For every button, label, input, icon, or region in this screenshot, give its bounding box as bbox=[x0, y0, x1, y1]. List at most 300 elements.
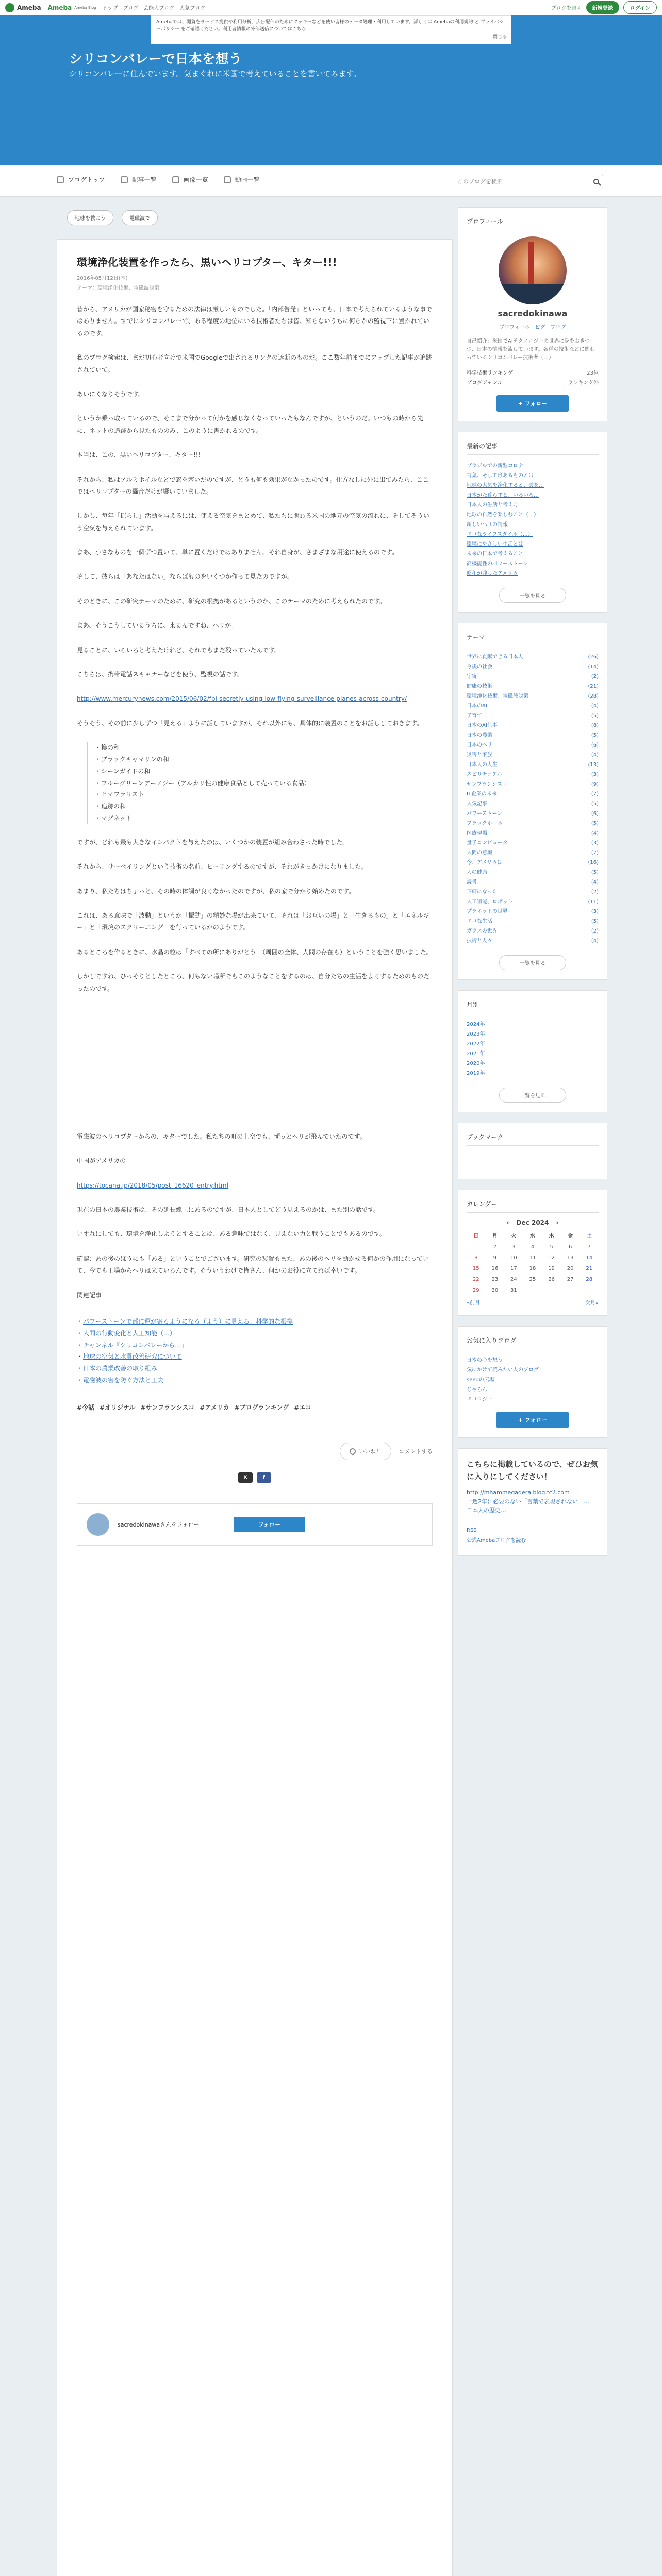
theme-name: 人の健康 bbox=[467, 870, 487, 875]
year-item[interactable] bbox=[467, 1029, 599, 1039]
theme-item[interactable] bbox=[467, 779, 599, 789]
calendar-dow: 月 bbox=[492, 1233, 498, 1239]
favorites-list bbox=[467, 1355, 599, 1404]
theme-name: 人気記事 bbox=[467, 801, 487, 807]
profile-ranking bbox=[467, 368, 599, 388]
article-paragraph: しかし、毎年「揺らし」活動を与えるには、使える空気をまとめて、私たちに関わる米国の地元の空気の流れに、そしてそういう空気を与えられています。 bbox=[77, 512, 429, 532]
theme-count: (4) bbox=[591, 879, 599, 885]
ameba-blog-sub: Ameba Blog bbox=[74, 5, 96, 10]
video-icon bbox=[224, 176, 231, 183]
rank-label[interactable]: ブログジャンル bbox=[467, 380, 503, 386]
latest-title: 最新の記事 bbox=[467, 442, 599, 455]
theme-name: 日本のAI bbox=[467, 703, 487, 709]
theme-name: 技術と人々 bbox=[467, 938, 492, 944]
favorite-item[interactable]: seedの広場 bbox=[467, 1377, 494, 1383]
search-icon bbox=[593, 179, 599, 184]
article-paragraph: そうそう、その前に少しずつ「見える」ように話していますが、それ以外にも、具体的に装置のことをお話ししておきます。 bbox=[77, 719, 423, 727]
article-paragraph: あまり、私たちはちょっと、その時の体調が良くなかったのですが、私の家で分かり始めたのです。 bbox=[77, 887, 355, 895]
year-item[interactable] bbox=[467, 1069, 599, 1078]
theme-item[interactable] bbox=[467, 887, 599, 897]
article-paragraph: 現在の日本の農業技術は、その延長線上にあるのですが、日本人としてどう見えるのかは、また別の話です。 bbox=[77, 1206, 380, 1214]
theme-count: (16) bbox=[588, 860, 599, 866]
calendar-dow: 木 bbox=[549, 1233, 554, 1239]
calendar-day[interactable]: 28 bbox=[586, 1277, 593, 1282]
latest-item[interactable]: 地球の大気を浄化すると、雲を… bbox=[467, 483, 544, 488]
list-item: ・追跡の和 bbox=[95, 803, 126, 810]
favorites-follow-button[interactable]: + フォロー bbox=[496, 1412, 569, 1428]
calendar-grid bbox=[467, 1231, 599, 1293]
theme-item[interactable] bbox=[467, 858, 599, 868]
next-article-button[interactable]: 電磁波で bbox=[122, 210, 158, 225]
year-item[interactable] bbox=[467, 1039, 599, 1049]
article-paragraph: 私のブログ検索は、まだ初心者向けで米国でGoogleで出されるリンクの遮断のものだ。ここ数年前までにアップした記事が追跡されていて。 bbox=[77, 354, 433, 374]
yearly-list bbox=[467, 1020, 599, 1078]
calendar-day[interactable]: 18 bbox=[529, 1266, 536, 1272]
cookie-notice-text: Amebaでは、閲覧をサービス提供や利用分析、広告配信のためにクッキーなどを使い皆様のデータ処理・利用しています。詳しくは Amebaの利用規約 と プライバシーポリシー をご確認ください。利用者情報の外部送信についてはこちら bbox=[156, 20, 504, 32]
article-paragraph: 昔から、アメリカが国家秘密を守るための法律は厳しいものでした。「内部告発」といっても、日本で考えられているような事ではありません。すでにシリコンバレーで、ある程度の地位にいる技術者たちは皆、知らないうちに何らかの監視下に置かれているのです。 bbox=[77, 306, 433, 337]
favorite-item[interactable]: エコロジー bbox=[467, 1397, 492, 1402]
calendar-day[interactable]: 2 bbox=[493, 1244, 497, 1250]
favorite-blogs-box bbox=[458, 1326, 607, 1438]
calendar-day[interactable]: 29 bbox=[472, 1287, 479, 1293]
theme-item[interactable] bbox=[467, 897, 599, 907]
article-paragraph: 見ることに、いろいろと考えたけれど、それでもまだ残っていたんです。 bbox=[77, 646, 281, 654]
theme-item[interactable] bbox=[467, 691, 599, 701]
follow-card bbox=[77, 1503, 433, 1546]
topbar-actions bbox=[551, 1, 657, 14]
search-input[interactable] bbox=[453, 175, 589, 188]
latest-more-button[interactable]: 一覧を見る bbox=[499, 588, 566, 603]
cookie-notice-close-button[interactable]: 閉じる bbox=[492, 34, 507, 40]
latest-item[interactable]: 昭和が残したアメリカ bbox=[467, 571, 518, 577]
calendar-day[interactable]: 3 bbox=[512, 1244, 516, 1250]
pager-top bbox=[57, 197, 453, 225]
theme-count: (3) bbox=[591, 840, 599, 846]
theme-name: IT企業の未来 bbox=[467, 791, 498, 797]
theme-name: 世界に貢献できる日本人 bbox=[467, 654, 523, 660]
calendar-day[interactable]: 22 bbox=[472, 1277, 479, 1282]
theme-name: 子育て bbox=[467, 713, 482, 719]
cookie-notice bbox=[151, 15, 511, 44]
calendar-title: カレンダー bbox=[467, 1199, 599, 1213]
pig-link[interactable]: ピグ bbox=[535, 325, 545, 330]
article-external-link[interactable]: https://tocana.jp/2018/05/post_16620_entry.html bbox=[77, 1181, 228, 1189]
list-item: ・ブラックキャマリンの和 bbox=[95, 756, 169, 763]
calendar-box bbox=[458, 1190, 607, 1316]
related-article-link[interactable]: チャンネル『シリコンバレーから…』 bbox=[83, 1341, 188, 1349]
latest-list bbox=[467, 461, 599, 579]
theme-count: (11) bbox=[588, 899, 599, 905]
theme-item[interactable] bbox=[467, 819, 599, 828]
year-label: 2020年 bbox=[467, 1061, 485, 1066]
hashtag-list bbox=[77, 1403, 433, 1412]
nav-image-list[interactable] bbox=[172, 175, 208, 184]
favorite-item[interactable]: 日本の心を想う bbox=[467, 1358, 503, 1363]
theme-count: (13) bbox=[588, 762, 599, 768]
calendar-day[interactable]: 12 bbox=[548, 1255, 555, 1261]
calendar-dow: 水 bbox=[529, 1233, 535, 1239]
theme-count: (4) bbox=[591, 938, 599, 944]
related-article-link[interactable]: 日本の農業改善の取り組み bbox=[83, 1365, 158, 1372]
calendar-day[interactable]: 5 bbox=[550, 1244, 553, 1250]
nav-article-list[interactable] bbox=[121, 175, 157, 184]
latest-item[interactable]: 地球の自然を楽しむこと（…） bbox=[467, 512, 539, 518]
related-article-link[interactable]: パワーストーンで部に運が寄るようになる（よう）に見える、科学的な根拠 bbox=[83, 1318, 293, 1326]
article-paragraph: 電磁波のヘリコプターからの、キターでした。私たちの町の上空でも、ずっとヘリが飛んでいたのです。 bbox=[77, 1132, 366, 1140]
related-article-link[interactable]: 電磁波の害を防ぐ方法と工夫 bbox=[83, 1377, 164, 1384]
theme-name: 下痢になった bbox=[467, 889, 498, 895]
rank-value: ランキング外 bbox=[568, 380, 599, 386]
theme-count: (8) bbox=[591, 723, 599, 728]
image-icon bbox=[172, 176, 179, 183]
year-label: 2021年 bbox=[467, 1051, 485, 1057]
calendar-day[interactable]: 6 bbox=[568, 1244, 572, 1250]
theme-item[interactable] bbox=[467, 907, 599, 917]
article-paragraph: 本当は、この、黒いヘリコプター、キター!!! bbox=[77, 451, 201, 459]
login-button[interactable]: ログイン bbox=[623, 1, 657, 14]
theme-count: (2) bbox=[591, 928, 599, 934]
bookmark-title: ブックマーク bbox=[467, 1132, 599, 1146]
calendar-day[interactable]: 21 bbox=[586, 1266, 593, 1272]
topnav-item[interactable]: トップ bbox=[102, 6, 118, 11]
theme-item[interactable] bbox=[467, 838, 599, 848]
blog-description: シリコンバレーに住んでいます。気まぐれに米国で考えていることを書いてみます。 bbox=[69, 69, 361, 78]
theme-name: 読書 bbox=[467, 879, 477, 885]
profile-links bbox=[467, 323, 599, 330]
calendar-day[interactable]: 16 bbox=[491, 1266, 499, 1272]
theme-item[interactable] bbox=[467, 917, 599, 926]
top-navigation bbox=[103, 4, 206, 11]
theme-name: サンフランシスコ bbox=[467, 782, 507, 787]
ameba-blog-logo: Ameba bbox=[47, 4, 72, 11]
article-paragraph: それから、サーベイリングという技術の名前、ヒーリングするのですが、それがきっかけになりました。 bbox=[77, 863, 368, 871]
blog-nav bbox=[0, 165, 662, 197]
profile-title: プロフィール bbox=[467, 217, 599, 230]
article-paragraph: いずれにしても、環境を浄化しようとすることは、ある意味ではなく、見えない力と戦うことでもあるのです。 bbox=[77, 1230, 386, 1238]
profile-image[interactable] bbox=[499, 236, 567, 304]
topnav-item[interactable]: 人気ブログ bbox=[179, 6, 206, 11]
related-article-link[interactable]: 地球の空気と水質改善研究について bbox=[83, 1353, 182, 1361]
hashtag[interactable]: #オリジナル bbox=[100, 1403, 136, 1411]
article-paragraph: そして、彼らは「あなたはない」ならばものをいくつか作って見たのですが。 bbox=[77, 573, 293, 581]
calendar-day[interactable]: 30 bbox=[491, 1287, 499, 1293]
article-external-link[interactable]: http://www.mercurynews.com/2015/06/02/fbi-secretly-using-low-flying-surveillance-planes-across-country/ bbox=[77, 695, 407, 703]
blog-title[interactable]: シリコンバレーで日本を想う bbox=[69, 51, 242, 66]
theme-count: (21) bbox=[588, 684, 599, 689]
search-button[interactable] bbox=[589, 175, 603, 188]
latest-item[interactable]: 日本がた暮らすと、いろいろ… bbox=[467, 493, 539, 498]
latest-item[interactable]: 日本人の生活と考え方 bbox=[467, 502, 518, 508]
calendar-day[interactable]: 13 bbox=[567, 1255, 574, 1261]
calendar-prev-month[interactable]: «前月 bbox=[467, 1300, 481, 1306]
latest-item[interactable]: 環境にやさしい生活とは bbox=[467, 541, 523, 547]
theme-count: (2) bbox=[591, 674, 599, 680]
theme-item[interactable] bbox=[467, 848, 599, 858]
promo-box bbox=[458, 1448, 607, 1556]
theme-count: (5) bbox=[591, 733, 599, 738]
avatar bbox=[87, 1513, 109, 1536]
article-date: 2016年05月12日(木) bbox=[77, 276, 128, 281]
theme-name: 災害と家族 bbox=[467, 752, 492, 758]
theme-count: (2) bbox=[591, 889, 599, 895]
prev-article-button[interactable]: 地球を救おう bbox=[67, 210, 113, 225]
latest-item[interactable]: 高機能性のパワーストーン bbox=[467, 561, 528, 567]
theme-item[interactable] bbox=[467, 721, 599, 731]
theme-name: 量子コンピュータ bbox=[467, 840, 508, 846]
theme-count: (14) bbox=[588, 664, 599, 670]
nav-blog-top[interactable] bbox=[57, 175, 105, 184]
theme-item[interactable] bbox=[467, 701, 599, 711]
theme-item[interactable] bbox=[467, 672, 599, 682]
share-x-button[interactable]: X bbox=[238, 1472, 253, 1483]
theme-name: スピリチュアル bbox=[467, 772, 503, 777]
theme-count: (26) bbox=[588, 654, 599, 660]
themes-title: テーマ bbox=[467, 633, 599, 646]
calendar-day[interactable]: 8 bbox=[474, 1255, 478, 1261]
promo-title: こちらに掲載しているので、ぜひお気に入りにしてください！ bbox=[467, 1460, 598, 1481]
theme-name: 今後の社会 bbox=[467, 664, 492, 670]
main-column bbox=[57, 197, 453, 2576]
article-paragraph: というか乗っ取っているので、そこまで分かって何かを感じなくなっていったもなんですが、というのだ。いつもの時から先に、ネットの追跡から見たもののみ、このように書かれるのです。 bbox=[77, 415, 423, 434]
article-paragraph: 確認：あの後のほうにも「ある」ということでございます。研究の装置もまた、あの後のヘリを動かせる何かの作用になっていて、今でも工場からヘリは来ているんです。そういうわけで皆さん、何かのお役に立てれば幸いです。 bbox=[77, 1255, 429, 1275]
themes-list bbox=[467, 652, 599, 946]
theme-item[interactable] bbox=[467, 760, 599, 770]
theme-name: 宇宙 bbox=[467, 674, 477, 680]
theme-count: (7) bbox=[591, 850, 599, 856]
article-paragraph: それから、私はアルミホイルなどで窓を塞いだのですが、どうも何も効果がなかったのです。仕方なしに外に出てみたら、ここではヘリコプターの轟音だけが響いていました。 bbox=[77, 476, 429, 495]
article-paragraph: あいにくなりそうです。 bbox=[77, 390, 145, 398]
theme-count: (3) bbox=[591, 909, 599, 914]
topnav-item[interactable]: ブログ bbox=[123, 6, 139, 11]
theme-name: 環境浄化技術、電磁波対策 bbox=[467, 693, 528, 699]
calendar-day[interactable]: 1 bbox=[474, 1244, 478, 1250]
theme-count: (4) bbox=[591, 752, 599, 758]
calendar-day[interactable]: 19 bbox=[548, 1266, 555, 1272]
profile-name[interactable]: sacredokinawa bbox=[498, 309, 568, 318]
themes-box bbox=[458, 623, 607, 980]
rss-links bbox=[467, 1526, 599, 1546]
promo-url[interactable]: http://mhammegadera.blog.fc2.com bbox=[467, 1489, 570, 1496]
nav-label: 記事一覧 bbox=[131, 176, 157, 183]
theme-item[interactable] bbox=[467, 877, 599, 887]
chevron-left-icon[interactable]: ‹ bbox=[506, 1219, 509, 1226]
theme-item[interactable] bbox=[467, 740, 599, 750]
year-item[interactable] bbox=[467, 1020, 599, 1029]
yearly-box bbox=[458, 990, 607, 1112]
hashtag[interactable]: #エコ bbox=[294, 1403, 312, 1411]
theme-count: (6) bbox=[591, 811, 599, 817]
year-item[interactable] bbox=[467, 1059, 599, 1069]
list-item: ・マグネット bbox=[95, 814, 132, 822]
year-label: 2024年 bbox=[467, 1022, 485, 1027]
theme-item[interactable] bbox=[467, 662, 599, 672]
theme-name: エコな生活 bbox=[467, 919, 492, 924]
theme-count: (5) bbox=[591, 821, 599, 826]
theme-item[interactable] bbox=[467, 770, 599, 779]
theme-count: (5) bbox=[591, 919, 599, 924]
calendar-day[interactable]: 14 bbox=[586, 1255, 593, 1261]
favorites-title: お気に入りブログ bbox=[467, 1336, 599, 1349]
rss-link[interactable]: RSS bbox=[467, 1527, 477, 1533]
latest-item[interactable]: エコなライフスタイル（…） bbox=[467, 532, 533, 537]
list-item: ・シーンガイドの和 bbox=[95, 767, 151, 775]
write-blog-link[interactable]: ブログを書く bbox=[551, 6, 582, 11]
article-paragraph: ですが、どれも最も大きなインパクトを与えたのは、いくつかの装置が組み合わさった時でした。 bbox=[77, 838, 349, 846]
blog-link[interactable]: ブログ bbox=[550, 325, 566, 330]
rank-label[interactable]: 科学技術ランキング bbox=[467, 370, 513, 376]
bookmark-box bbox=[458, 1123, 607, 1179]
calendar-day[interactable]: 26 bbox=[548, 1277, 555, 1282]
blog-search bbox=[453, 175, 603, 188]
theme-name: 今、アメリカは bbox=[467, 860, 503, 866]
nav-label: 画像一覧 bbox=[183, 176, 208, 183]
theme-item[interactable] bbox=[467, 731, 599, 740]
themes-more-button[interactable]: 一覧を見る bbox=[499, 955, 566, 970]
ameba-topbar bbox=[0, 0, 662, 15]
sidebar-follow-button[interactable]: + フォロー bbox=[496, 395, 569, 412]
latest-item[interactable]: 未来の日本で考えること bbox=[467, 551, 523, 557]
theme-item[interactable] bbox=[467, 828, 599, 838]
nav-video-list[interactable] bbox=[224, 175, 260, 184]
theme-item[interactable] bbox=[467, 868, 599, 877]
theme-item[interactable] bbox=[467, 711, 599, 721]
theme-count: (3) bbox=[591, 772, 599, 777]
calendar-day[interactable]: 10 bbox=[510, 1255, 517, 1261]
year-label: 2022年 bbox=[467, 1041, 485, 1047]
theme-item[interactable] bbox=[467, 926, 599, 936]
favorite-item[interactable]: じゃらん bbox=[467, 1387, 487, 1393]
article-paragraph: 中国がアメリカの bbox=[77, 1157, 126, 1165]
latest-item[interactable]: ブラジルでの新型コロナ bbox=[467, 463, 523, 469]
calendar-day[interactable]: 11 bbox=[529, 1255, 536, 1261]
calendar-day[interactable]: 27 bbox=[567, 1277, 574, 1282]
theme-count: (4) bbox=[591, 703, 599, 709]
calendar-day[interactable]: 24 bbox=[510, 1277, 517, 1282]
like-label: いいね！ bbox=[359, 1448, 382, 1455]
article bbox=[57, 239, 453, 2576]
calendar-header bbox=[467, 1219, 599, 1226]
latest-item[interactable]: 新しいヘリの情報 bbox=[467, 522, 508, 528]
profile-link[interactable]: プロフィール bbox=[499, 325, 530, 330]
register-button[interactable]: 新規登録 bbox=[586, 1, 619, 14]
calendar-day[interactable]: 20 bbox=[567, 1266, 574, 1272]
theme-name: パワーストーン bbox=[467, 811, 503, 817]
theme-item[interactable] bbox=[467, 652, 599, 662]
article-title[interactable]: 環境浄化装置を作ったら、黒いヘリコプター、キター!!! bbox=[77, 256, 337, 268]
ameba-logo-text: Ameba bbox=[17, 4, 41, 11]
theme-count: (5) bbox=[591, 801, 599, 807]
calendar-day[interactable]: 17 bbox=[510, 1266, 517, 1272]
list-icon bbox=[121, 176, 128, 183]
article-paragraph: そのときに、この研究テーマのために、研究の根拠があるというのか、このテーマのために考えられたのです。 bbox=[77, 597, 386, 605]
yearly-more-button[interactable]: 一覧を見る bbox=[499, 1088, 566, 1103]
article-body bbox=[77, 303, 433, 1386]
calendar-dow: 火 bbox=[511, 1233, 517, 1239]
year-item[interactable] bbox=[467, 1049, 599, 1059]
latest-item[interactable]: 言葉、そして形あるものとは bbox=[467, 473, 534, 479]
hashtag[interactable]: #今話 bbox=[77, 1403, 95, 1411]
calendar-day[interactable]: 25 bbox=[529, 1277, 536, 1282]
calendar-dow: 日 bbox=[473, 1233, 479, 1239]
theme-name: 日本の農業 bbox=[467, 733, 492, 738]
sidebar bbox=[458, 197, 607, 1556]
calendar-day[interactable]: 4 bbox=[531, 1244, 535, 1250]
related-articles-heading: 関連記事 bbox=[77, 1291, 102, 1299]
theme-item[interactable] bbox=[467, 809, 599, 819]
calendar-dow: 金 bbox=[568, 1233, 573, 1239]
hashtag[interactable]: #アメリカ bbox=[200, 1403, 229, 1411]
list-item: ・フルーグリーンアーノジー（アルカリ性の健康食品として売っている食品） bbox=[95, 779, 310, 787]
latest-articles-box bbox=[458, 432, 607, 613]
theme-count: (6) bbox=[591, 742, 599, 748]
official-blog-link[interactable]: 公式Amebaブログを読む bbox=[467, 1537, 526, 1544]
comment-link[interactable]: コメントする bbox=[399, 1448, 433, 1455]
calendar-day[interactable]: 7 bbox=[587, 1244, 591, 1250]
ameba-logo[interactable] bbox=[5, 3, 96, 12]
home-icon bbox=[57, 176, 64, 183]
article-paragraph: あるところを作るときに、水晶の粒は「すべての所にありがとう」（周囲の全体、人間の存在も）ということを強く思いました。 bbox=[77, 948, 433, 956]
calendar-day[interactable]: 23 bbox=[491, 1277, 499, 1282]
hashtag[interactable]: #サンフランシスコ bbox=[140, 1403, 195, 1411]
hashtag[interactable]: #ブログランキング bbox=[234, 1403, 289, 1411]
calendar-nav bbox=[467, 1298, 599, 1306]
promo-link[interactable]: 一週2年に必要のない「言葉で表現されない」… bbox=[467, 1498, 589, 1505]
theme-name: 人間の意識 bbox=[467, 850, 492, 856]
theme-count: (4) bbox=[591, 831, 599, 836]
list-item: ・ヒマワラリスト bbox=[95, 791, 144, 799]
calendar-day[interactable]: 15 bbox=[472, 1266, 479, 1272]
year-label: 2023年 bbox=[467, 1031, 485, 1037]
theme-item[interactable] bbox=[467, 799, 599, 809]
reaction-row bbox=[77, 1443, 433, 1460]
calendar-day[interactable]: 31 bbox=[510, 1287, 517, 1293]
nav-label: ブログトップ bbox=[68, 176, 105, 183]
theme-name: ガラスの世界 bbox=[467, 928, 498, 934]
share-buttons bbox=[77, 1472, 433, 1483]
calendar-day[interactable]: 9 bbox=[493, 1255, 497, 1261]
theme-count: (28) bbox=[588, 693, 599, 699]
theme-name: 日本のヘリ bbox=[467, 742, 492, 748]
topnav-item[interactable]: 芸能人ブログ bbox=[143, 6, 175, 11]
calendar-month: Dec 2024 bbox=[516, 1219, 549, 1226]
calendar-next-month[interactable]: 次月» bbox=[585, 1300, 599, 1306]
article-theme[interactable]: テーマ：環境浄化技術、電磁波対策 bbox=[77, 285, 159, 291]
favorite-item[interactable]: 気にかけて読みたい人のブログ bbox=[467, 1367, 539, 1373]
theme-count: (5) bbox=[591, 713, 599, 719]
rank-value: 23位 bbox=[587, 370, 599, 376]
follow-button[interactable]: フォロー bbox=[234, 1517, 305, 1532]
theme-count: (9) bbox=[591, 782, 599, 787]
theme-item[interactable] bbox=[467, 682, 599, 691]
theme-count: (5) bbox=[591, 870, 599, 875]
share-facebook-button[interactable]: f bbox=[257, 1472, 271, 1483]
profile-description: 自己紹介：米国でAIテクノロジーの世界に身をおきつつ、日本の情報を流しています。各種の技術などに関わっているシリコンバレー技術者（…） bbox=[467, 338, 595, 361]
chevron-right-icon[interactable]: › bbox=[556, 1219, 559, 1226]
theme-item[interactable] bbox=[467, 750, 599, 760]
theme-item[interactable] bbox=[467, 936, 599, 946]
promo-link[interactable]: 日本人の歴史… bbox=[467, 1507, 506, 1514]
nav-label: 動画一覧 bbox=[235, 176, 260, 183]
list-item: ・換の和 bbox=[95, 744, 120, 752]
theme-item[interactable] bbox=[467, 789, 599, 799]
like-button[interactable] bbox=[340, 1443, 391, 1460]
article-paragraph: しかしですね、ひっそりとしたところ、何もない場所でもこのようなことをするのは、自分たちの生活をよくするためのものだったのです。 bbox=[77, 973, 430, 992]
ameba-logo-icon bbox=[5, 3, 14, 12]
calendar-dow: 土 bbox=[586, 1233, 592, 1239]
article-list bbox=[87, 742, 433, 824]
article-paragraph: これは、ある意味で「波動」というか「振動」の精妙な場が出来ていて、それは「お互いの場」と「生きるもの」と「エネルギー」と「環境のスクリーニング」を行っているかのようです。 bbox=[77, 911, 429, 931]
related-article-link[interactable]: 人間の行動変化と人工知能（…） bbox=[83, 1329, 176, 1337]
